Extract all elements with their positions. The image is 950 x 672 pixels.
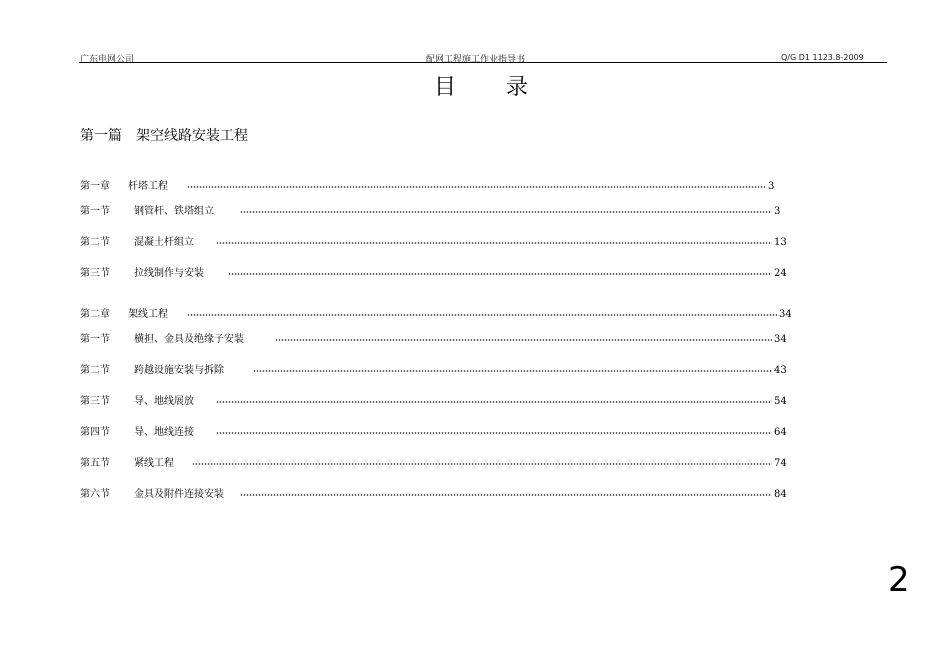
- toc-leader-dots: [228, 273, 772, 275]
- toc-leader-dots: [275, 339, 772, 341]
- toc-leader-dots: [240, 494, 772, 496]
- part-heading: [80, 125, 248, 145]
- toc-entry-title: 金具及附件连接安装: [134, 489, 224, 500]
- header-doc-title: 配网工程施工作业指导书: [426, 55, 526, 65]
- toc-entry-page: 13: [774, 237, 787, 248]
- part-title: 架空线路安装工程: [136, 128, 248, 144]
- toc-entry-page: 54: [774, 396, 787, 407]
- toc-entry-number: 第一节: [80, 334, 110, 345]
- header-company: 广东电网公司: [80, 55, 135, 65]
- toc-leader-dots: [240, 211, 772, 213]
- toc-entry-title: 钢管杆、铁塔组立: [134, 206, 214, 217]
- page-number: 2: [888, 560, 910, 600]
- toc-entry-number: 第二节: [80, 237, 110, 248]
- toc-entry-number: 第四节: [80, 427, 110, 438]
- toc-entry-number: 第五节: [80, 458, 110, 469]
- toc-entry-page: 24: [774, 268, 787, 279]
- toc-entry-number: 第三节: [80, 268, 110, 279]
- toc-entry-page: 43: [774, 365, 787, 376]
- toc-entry[interactable]: [80, 394, 800, 410]
- toc-entry[interactable]: [80, 456, 800, 472]
- toc-leader-dots: [187, 314, 777, 316]
- header-doc-code: Q/G D1 1123.8-2009: [781, 53, 864, 62]
- toc-entry-page: 34: [774, 334, 787, 345]
- toc-entry[interactable]: [80, 266, 800, 282]
- toc-entry[interactable]: [80, 332, 800, 348]
- toc-entry-number: 第一章: [80, 181, 110, 192]
- toc-entry-page: 3: [774, 206, 781, 217]
- toc-entry-title: 跨越设施安装与拆除: [134, 365, 224, 376]
- toc-entry[interactable]: [80, 425, 800, 441]
- toc-entry[interactable]: [80, 235, 800, 251]
- toc-entry-page: 74: [774, 458, 787, 469]
- toc-entry[interactable]: [80, 487, 800, 503]
- toc-entry-number: 第二章: [80, 309, 110, 320]
- toc-entry-page: 64: [774, 427, 787, 438]
- toc-entry-number: 第一节: [80, 206, 110, 217]
- toc-entry-title: 导、地线连接: [134, 427, 194, 438]
- toc-entry-title: 杆塔工程: [128, 181, 168, 192]
- toc-entry-page: 3: [768, 181, 775, 192]
- toc-leader-dots: [192, 463, 772, 465]
- toc-leader-dots: [216, 401, 772, 403]
- toc-entry-page: 34: [779, 309, 792, 320]
- part-number: 第一篇: [80, 128, 122, 144]
- toc-leader-dots: [253, 370, 772, 372]
- toc-entry-page: 84: [774, 489, 787, 500]
- toc-entry-number: 第三节: [80, 396, 110, 407]
- toc-entry-number: 第六节: [80, 489, 110, 500]
- toc-entry[interactable]: [80, 204, 800, 220]
- header-rule: [79, 62, 887, 63]
- toc-entry-title: 拉线制作与安装: [134, 268, 204, 279]
- toc-entry-title: 紧线工程: [134, 458, 174, 469]
- toc-entry[interactable]: [80, 363, 800, 379]
- toc-entry-title: 混凝土杆组立: [134, 237, 194, 248]
- toc-entry[interactable]: [80, 179, 800, 195]
- toc-leader-dots: [216, 432, 772, 434]
- toc-title: 目录: [434, 75, 579, 100]
- toc-leader-dots: [187, 186, 766, 188]
- toc-leader-dots: [216, 242, 772, 244]
- toc-entry-title: 架线工程: [128, 309, 168, 320]
- toc-entry[interactable]: [80, 307, 800, 323]
- toc-entry-title: 横担、金具及绝缘子安装: [134, 334, 244, 345]
- toc-entry-number: 第二节: [80, 365, 110, 376]
- toc-entry-title: 导、地线展放: [134, 396, 194, 407]
